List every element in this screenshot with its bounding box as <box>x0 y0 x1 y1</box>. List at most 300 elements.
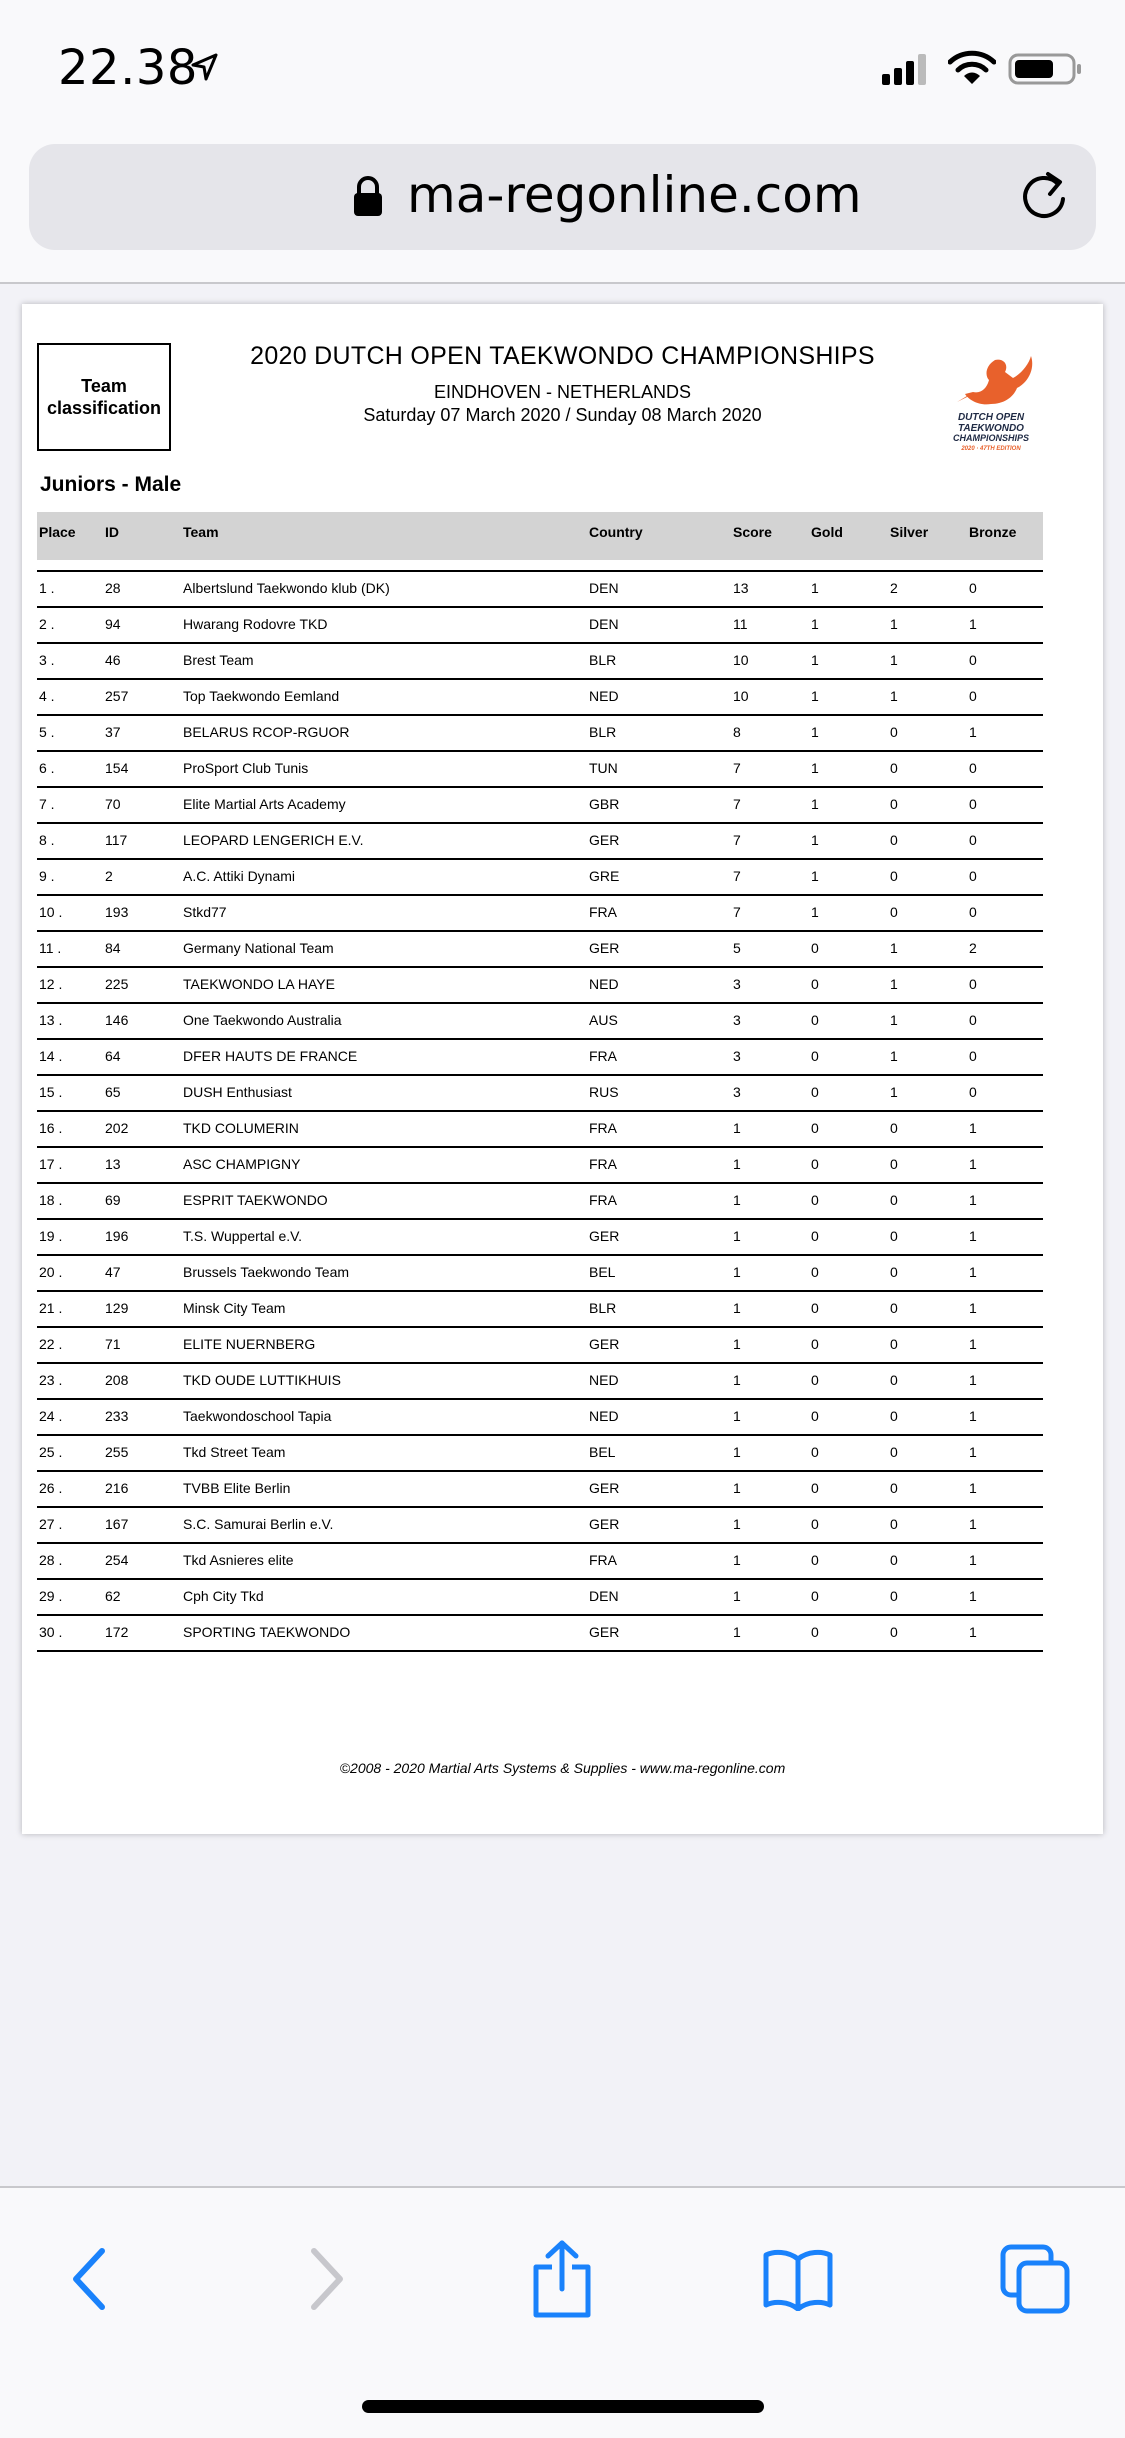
cell-team: Stkd77 <box>183 904 227 920</box>
cell-country: FRA <box>589 1120 617 1136</box>
cell-id: 154 <box>105 760 129 776</box>
cell-bronze: 1 <box>969 616 977 632</box>
cell-team: One Taekwondo Australia <box>183 1012 342 1028</box>
table-row <box>37 1328 1043 1364</box>
cell-score: 8 <box>733 724 741 740</box>
table-row <box>37 1580 1043 1616</box>
cell-place: 14 . <box>39 1048 63 1064</box>
cell-country: TUN <box>589 760 618 776</box>
cell-gold: 0 <box>811 1228 819 1244</box>
cell-team: Minsk City Team <box>183 1300 286 1316</box>
table-row <box>37 860 1043 896</box>
cell-id: 46 <box>105 652 121 668</box>
cell-silver: 2 <box>890 580 898 596</box>
category-heading: Juniors - Male <box>40 473 182 496</box>
cell-country: GER <box>589 1480 620 1496</box>
status-time: 22.38 <box>58 40 198 96</box>
table-row <box>37 1292 1043 1328</box>
cell-score: 10 <box>733 688 749 704</box>
cell-team: ELITE NUERNBERG <box>183 1336 316 1352</box>
cell-team: Brest Team <box>183 652 254 668</box>
cell-id: 13 <box>105 1156 121 1172</box>
cell-id: 172 <box>105 1624 129 1640</box>
cell-team: Germany National Team <box>183 940 334 956</box>
cell-id: 193 <box>105 904 129 920</box>
back-button[interactable] <box>45 2234 135 2324</box>
cell-place: 20 . <box>39 1264 63 1280</box>
cell-id: 64 <box>105 1048 121 1064</box>
cell-silver: 1 <box>890 940 898 956</box>
cell-score: 1 <box>733 1300 741 1316</box>
cell-place: 16 . <box>39 1120 63 1136</box>
cell-id: 47 <box>105 1264 121 1280</box>
cell-gold: 1 <box>811 832 819 848</box>
cell-place: 17 . <box>39 1156 63 1172</box>
cell-country: NED <box>589 976 619 992</box>
cell-country: FRA <box>589 1552 617 1568</box>
cell-gold: 0 <box>811 1012 819 1028</box>
cell-silver: 0 <box>890 760 898 776</box>
cell-place: 27 . <box>39 1516 63 1532</box>
cell-team: DUSH Enthusiast <box>183 1084 292 1100</box>
table-row <box>37 788 1043 824</box>
table-row <box>37 1616 1043 1652</box>
forward-button[interactable] <box>281 2234 371 2324</box>
cell-bronze: 1 <box>969 1480 977 1496</box>
cell-gold: 0 <box>811 1048 819 1064</box>
cell-place: 9 . <box>39 868 55 884</box>
cell-score: 13 <box>733 580 749 596</box>
table-row <box>37 1148 1043 1184</box>
table-row <box>37 1184 1043 1220</box>
cell-score: 1 <box>733 1624 741 1640</box>
cell-id: 146 <box>105 1012 129 1028</box>
cell-id: 62 <box>105 1588 121 1604</box>
cell-place: 25 . <box>39 1444 63 1460</box>
col-header-place: Place <box>39 524 76 540</box>
cell-score: 3 <box>733 1012 741 1028</box>
cell-gold: 1 <box>811 616 819 632</box>
cell-id: 167 <box>105 1516 129 1532</box>
cell-score: 7 <box>733 796 741 812</box>
table-row <box>37 1004 1043 1040</box>
cell-team: Brussels Taekwondo Team <box>183 1264 350 1280</box>
cell-country: DEN <box>589 1588 619 1604</box>
cell-team: BELARUS RCOP-RGUOR <box>183 724 350 740</box>
cell-gold: 0 <box>811 1300 819 1316</box>
cell-bronze: 0 <box>969 904 977 920</box>
dutch-open-logo <box>943 354 1039 454</box>
document-footer: ©2008 - 2020 Martial Arts Systems & Supplies - www.ma-regonline.com <box>339 1760 786 1776</box>
cell-place: 2 . <box>39 616 55 632</box>
cell-place: 21 . <box>39 1300 63 1316</box>
logo-line-4: 2020 · 47TH EDITION <box>961 446 1021 452</box>
table-row <box>37 896 1043 932</box>
cell-team: Elite Martial Arts Academy <box>183 796 346 812</box>
cell-bronze: 1 <box>969 1444 977 1460</box>
cell-id: 28 <box>105 580 121 596</box>
cell-bronze: 1 <box>969 1336 977 1352</box>
bottom-toolbar <box>0 2186 1125 2438</box>
cell-silver: 0 <box>890 796 898 812</box>
cell-place: 3 . <box>39 652 55 668</box>
cell-bronze: 0 <box>969 868 977 884</box>
share-button[interactable] <box>517 2234 607 2324</box>
cell-country: DEN <box>589 580 619 596</box>
cell-score: 1 <box>733 1444 741 1460</box>
share-icon <box>530 2239 594 2319</box>
cell-country: RUS <box>589 1084 619 1100</box>
cell-team: Hwarang Rodovre TKD <box>183 616 328 632</box>
table-row <box>37 716 1043 752</box>
cell-bronze: 0 <box>969 1012 977 1028</box>
cell-country: GRE <box>589 868 620 884</box>
cell-score: 1 <box>733 1120 741 1136</box>
cell-id: 216 <box>105 1480 129 1496</box>
cell-id: 257 <box>105 688 129 704</box>
cell-gold: 0 <box>811 1624 819 1640</box>
cell-id: 94 <box>105 616 121 632</box>
cell-silver: 0 <box>890 904 898 920</box>
cell-country: AUS <box>589 1012 618 1028</box>
col-header-bronze: Bronze <box>969 524 1017 540</box>
col-header-country: Country <box>589 524 643 540</box>
lock-icon <box>351 174 385 218</box>
cell-team: S.C. Samurai Berlin e.V. <box>183 1516 334 1532</box>
cell-silver: 0 <box>890 1480 898 1496</box>
cell-score: 1 <box>733 1156 741 1172</box>
cell-place: 22 . <box>39 1336 63 1352</box>
cell-team: ESPRIT TAEKWONDO <box>183 1192 328 1208</box>
cell-country: FRA <box>589 1156 617 1172</box>
cell-country: BLR <box>589 1300 617 1316</box>
cell-team: Tkd Asnieres elite <box>183 1552 294 1568</box>
cell-score: 10 <box>733 652 749 668</box>
table-row <box>37 1508 1043 1544</box>
cell-id: 254 <box>105 1552 129 1568</box>
table-row <box>37 1436 1043 1472</box>
cell-bronze: 0 <box>969 1048 977 1064</box>
cell-country: DEN <box>589 616 619 632</box>
cell-gold: 1 <box>811 760 819 776</box>
cell-silver: 0 <box>890 832 898 848</box>
cell-score: 3 <box>733 1048 741 1064</box>
cell-country: BLR <box>589 652 617 668</box>
cell-team: TAEKWONDO LA HAYE <box>183 976 335 992</box>
cell-silver: 1 <box>890 1012 898 1028</box>
cell-bronze: 1 <box>969 1588 977 1604</box>
cell-place: 30 . <box>39 1624 63 1640</box>
cell-team: ProSport Club Tunis <box>183 760 309 776</box>
cell-id: 69 <box>105 1192 121 1208</box>
table-row <box>37 572 1043 608</box>
cell-id: 255 <box>105 1444 129 1460</box>
cell-silver: 1 <box>890 976 898 992</box>
cell-score: 1 <box>733 1192 741 1208</box>
battery-icon <box>1008 52 1084 86</box>
cell-team: Cph City Tkd <box>183 1588 264 1604</box>
cell-score: 1 <box>733 1480 741 1496</box>
cell-team: Albertslund Taekwondo klub (DK) <box>183 580 390 596</box>
cell-id: 233 <box>105 1408 129 1424</box>
cell-score: 7 <box>733 904 741 920</box>
cell-silver: 0 <box>890 1300 898 1316</box>
cell-bronze: 1 <box>969 1408 977 1424</box>
cell-bronze: 1 <box>969 1300 977 1316</box>
document-location: EINDHOVEN - NETHERLANDS <box>433 382 692 402</box>
cell-country: NED <box>589 1372 619 1388</box>
cell-country: GER <box>589 832 620 848</box>
cell-team: TVBB Elite Berlin <box>183 1480 291 1496</box>
cell-place: 29 . <box>39 1588 63 1604</box>
cell-score: 1 <box>733 1552 741 1568</box>
cell-score: 1 <box>733 1408 741 1424</box>
table-row <box>37 1256 1043 1292</box>
cell-bronze: 0 <box>969 580 977 596</box>
cell-place: 10 . <box>39 904 63 920</box>
cell-silver: 0 <box>890 1624 898 1640</box>
cell-id: 2 <box>105 868 113 884</box>
pdf-page <box>22 304 1103 1834</box>
cell-gold: 0 <box>811 1588 819 1604</box>
cell-country: GER <box>589 940 620 956</box>
browser-top-bar <box>0 0 1125 284</box>
cell-silver: 0 <box>890 1444 898 1460</box>
cell-bronze: 1 <box>969 1552 977 1568</box>
cell-gold: 0 <box>811 1516 819 1532</box>
cell-country: BLR <box>589 724 617 740</box>
tabs-icon <box>999 2243 1071 2315</box>
cell-team: TKD OUDE LUTTIKHUIS <box>183 1372 341 1388</box>
cell-score: 7 <box>733 868 741 884</box>
col-header-team: Team <box>183 524 219 540</box>
table-row <box>37 680 1043 716</box>
bookmarks-icon <box>762 2247 834 2311</box>
cell-score: 7 <box>733 760 741 776</box>
col-header-id: ID <box>105 524 119 540</box>
table-row <box>37 1472 1043 1508</box>
cell-score: 3 <box>733 1084 741 1100</box>
cell-place: 12 . <box>39 976 63 992</box>
cell-team: Taekwondoschool Tapia <box>183 1408 332 1424</box>
address-bar[interactable] <box>29 144 1096 250</box>
table-row <box>37 1040 1043 1076</box>
home-indicator[interactable] <box>362 2400 764 2413</box>
cell-place: 4 . <box>39 688 55 704</box>
cell-silver: 0 <box>890 1192 898 1208</box>
cell-score: 3 <box>733 976 741 992</box>
cell-silver: 1 <box>890 688 898 704</box>
cell-country: GBR <box>589 796 620 812</box>
cell-gold: 1 <box>811 580 819 596</box>
cell-silver: 0 <box>890 868 898 884</box>
cell-team: ASC CHAMPIGNY <box>183 1156 301 1172</box>
cell-silver: 1 <box>890 1084 898 1100</box>
cell-bronze: 0 <box>969 760 977 776</box>
cell-country: FRA <box>589 904 617 920</box>
cell-silver: 0 <box>890 1120 898 1136</box>
cell-silver: 0 <box>890 1552 898 1568</box>
cell-score: 1 <box>733 1588 741 1604</box>
cell-score: 1 <box>733 1372 741 1388</box>
cell-gold: 0 <box>811 1444 819 1460</box>
cell-silver: 0 <box>890 724 898 740</box>
cell-bronze: 1 <box>969 1156 977 1172</box>
col-header-gold: Gold <box>811 524 843 540</box>
cell-place: 18 . <box>39 1192 63 1208</box>
cell-gold: 0 <box>811 1156 819 1172</box>
cell-gold: 0 <box>811 1552 819 1568</box>
cell-id: 202 <box>105 1120 129 1136</box>
cell-bronze: 1 <box>969 1516 977 1532</box>
reload-icon[interactable] <box>1014 166 1074 226</box>
cell-bronze: 0 <box>969 1084 977 1100</box>
cell-bronze: 0 <box>969 796 977 812</box>
classification-box: Team classification <box>37 343 171 451</box>
cell-silver: 0 <box>890 1588 898 1604</box>
cell-score: 1 <box>733 1336 741 1352</box>
cell-silver: 0 <box>890 1228 898 1244</box>
table-row <box>37 1364 1043 1400</box>
cell-gold: 1 <box>811 904 819 920</box>
col-header-silver: Silver <box>890 524 929 540</box>
cell-score: 5 <box>733 940 741 956</box>
cell-silver: 1 <box>890 616 898 632</box>
tabs-button[interactable] <box>990 2234 1080 2324</box>
cell-place: 13 . <box>39 1012 63 1028</box>
cell-gold: 1 <box>811 652 819 668</box>
cell-silver: 0 <box>890 1516 898 1532</box>
cell-id: 117 <box>105 832 128 848</box>
cell-bronze: 1 <box>969 1120 977 1136</box>
cell-team: TKD COLUMERIN <box>183 1120 299 1136</box>
cell-score: 7 <box>733 832 741 848</box>
cell-gold: 0 <box>811 1192 819 1208</box>
cell-gold: 0 <box>811 1408 819 1424</box>
table-row <box>37 752 1043 788</box>
cell-place: 19 . <box>39 1228 63 1244</box>
cell-gold: 0 <box>811 940 819 956</box>
cell-id: 129 <box>105 1300 129 1316</box>
cell-country: NED <box>589 1408 619 1424</box>
cell-team: Top Taekwondo Eemland <box>183 688 340 704</box>
cell-bronze: 1 <box>969 724 977 740</box>
cell-id: 84 <box>105 940 121 956</box>
table-row <box>37 968 1043 1004</box>
cell-place: 15 . <box>39 1084 63 1100</box>
cell-gold: 0 <box>811 1372 819 1388</box>
cell-country: BEL <box>589 1264 616 1280</box>
cell-place: 24 . <box>39 1408 63 1424</box>
logo-line-3: CHAMPIONSHIPS <box>952 433 1030 443</box>
bookmarks-button[interactable] <box>753 2234 843 2324</box>
cell-country: GER <box>589 1624 620 1640</box>
cell-place: 6 . <box>39 760 55 776</box>
cell-bronze: 0 <box>969 652 977 668</box>
cell-silver: 0 <box>890 1336 898 1352</box>
cell-gold: 1 <box>811 868 819 884</box>
table-row <box>37 608 1043 644</box>
cell-gold: 1 <box>811 688 819 704</box>
cell-team: SPORTING TAEKWONDO <box>183 1624 351 1640</box>
cell-team: A.C. Attiki Dynami <box>183 868 296 884</box>
table-row <box>37 644 1043 680</box>
cell-country: FRA <box>589 1192 617 1208</box>
location-arrow-icon <box>190 52 220 82</box>
forward-icon <box>306 2247 346 2311</box>
cell-place: 11 . <box>39 940 62 956</box>
cell-bronze: 1 <box>969 1192 977 1208</box>
cell-bronze: 2 <box>969 940 977 956</box>
cell-country: GER <box>589 1228 620 1244</box>
cell-team: Tkd Street Team <box>183 1444 286 1460</box>
table-row <box>37 1400 1043 1436</box>
cell-bronze: 1 <box>969 1264 977 1280</box>
cell-silver: 0 <box>890 1156 898 1172</box>
cell-country: BEL <box>589 1444 616 1460</box>
cell-silver: 0 <box>890 1372 898 1388</box>
wifi-icon <box>948 50 996 86</box>
cell-gold: 0 <box>811 1480 819 1496</box>
cell-id: 37 <box>105 724 121 740</box>
table-row <box>37 1112 1043 1148</box>
cell-score: 11 <box>733 616 748 632</box>
cell-id: 71 <box>105 1336 121 1352</box>
cell-silver: 1 <box>890 652 898 668</box>
cell-team: LEOPARD LENGERICH E.V. <box>183 832 364 848</box>
cell-gold: 0 <box>811 976 819 992</box>
document-dates: Saturday 07 March 2020 / Sunday 08 March 2020 <box>363 405 762 425</box>
logo-line-2: TAEKWONDO <box>958 423 1024 434</box>
cell-silver: 1 <box>890 1048 898 1064</box>
cell-score: 1 <box>733 1516 741 1532</box>
cell-place: 1 . <box>39 580 55 596</box>
logo-line-1: DUTCH OPEN <box>957 412 1025 423</box>
cell-bronze: 1 <box>969 1372 977 1388</box>
cell-gold: 0 <box>811 1084 819 1100</box>
cell-gold: 1 <box>811 796 819 812</box>
cell-place: 23 . <box>39 1372 63 1388</box>
cell-bronze: 0 <box>969 976 977 992</box>
cell-score: 1 <box>733 1264 741 1280</box>
table-row <box>37 1544 1043 1580</box>
cell-bronze: 0 <box>969 688 977 704</box>
url-text[interactable]: ma-regonline.com <box>407 166 862 224</box>
table-header <box>37 512 1043 560</box>
cell-gold: 0 <box>811 1336 819 1352</box>
cell-id: 208 <box>105 1372 129 1388</box>
cell-bronze: 0 <box>969 832 977 848</box>
cell-place: 7 . <box>39 796 55 812</box>
cell-place: 28 . <box>39 1552 63 1568</box>
cell-place: 8 . <box>39 832 55 848</box>
cell-place: 5 . <box>39 724 55 740</box>
table-row <box>37 1076 1043 1112</box>
back-icon <box>70 2247 110 2311</box>
cell-score: 1 <box>733 1228 741 1244</box>
cell-gold: 0 <box>811 1120 819 1136</box>
results-table <box>37 572 1043 1652</box>
cell-team: DFER HAUTS DE FRANCE <box>183 1048 358 1064</box>
cell-signal-icon <box>880 52 932 86</box>
table-row <box>37 932 1043 968</box>
cell-country: GER <box>589 1516 620 1532</box>
table-row <box>37 824 1043 860</box>
cell-bronze: 1 <box>969 1228 977 1244</box>
cell-bronze: 1 <box>969 1624 977 1640</box>
cell-country: FRA <box>589 1048 617 1064</box>
cell-gold: 1 <box>811 724 819 740</box>
